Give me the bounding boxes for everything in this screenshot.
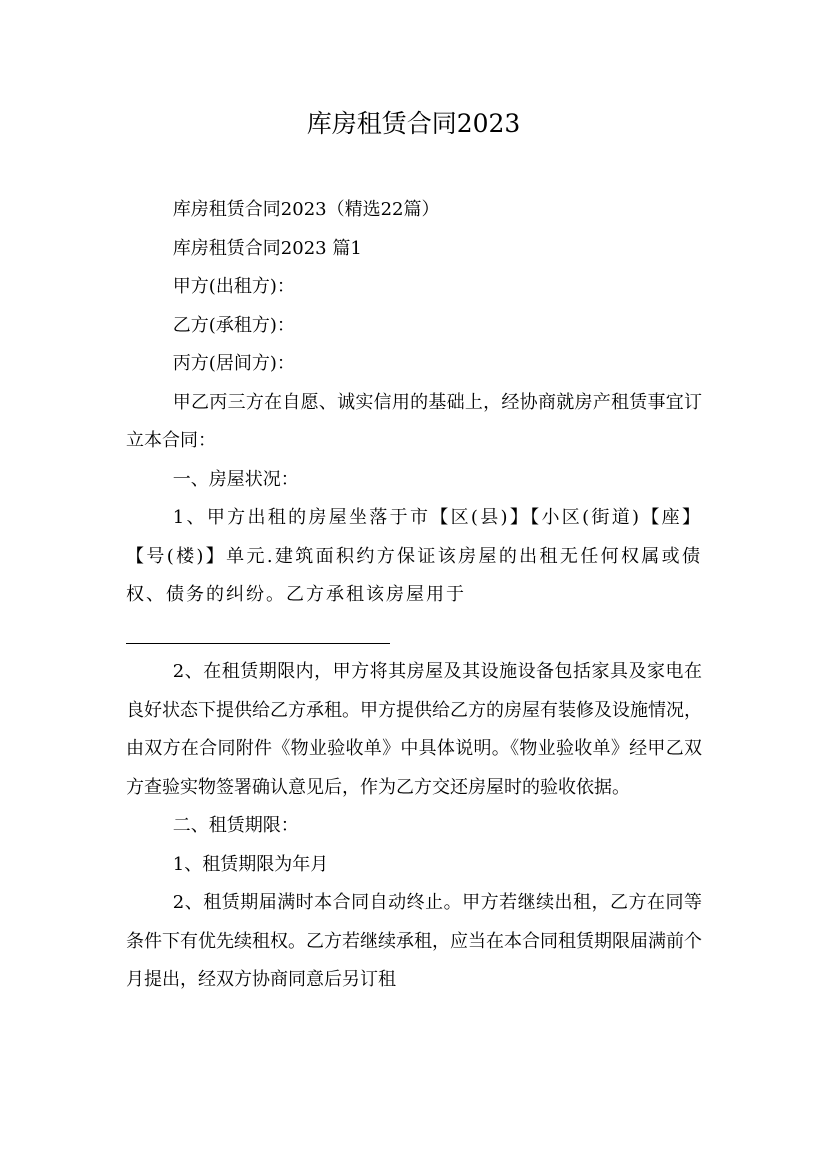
paragraph-term-renewal: 2、租赁期届满时本合同自动终止。甲方若继续出租，乙方在同等条件下有优先续租权。乙方若继续承租，应当在本合同租赁期限届满前个月提出，经双方协商同意后另订租: [126, 892, 702, 990]
document-body: [126, 191, 702, 1000]
paragraph-party-c: 丙方(居间方)：: [172, 353, 295, 374]
paragraph-party-b: 乙方(承租方)：: [172, 314, 295, 336]
document-title: 库房租赁合同2023: [306, 109, 521, 138]
paragraph-party-a: 甲方(出租方)：: [172, 276, 295, 297]
paragraph-furnishings: 2、在租赁期限内，甲方将其房屋及其设施设备包括家具及家电在良好状态下提供给乙方承租。甲方提供给乙方的房屋有装修及设施情况，由双方在合同附件《物业验收单》中具体说明。《物业验收单》经甲乙双方查验实物签署确认意见后，作为乙方交还房屋时的验收依据。: [126, 661, 702, 798]
paragraph-property-location: 1、甲方出租的房屋坐落于市【区(县)】【小区(街道)【座】【号(楼)】单元.建筑面积约方保证该房屋的出租无任何权属或债权、债务的纠纷。乙方承租该房屋用于: [126, 507, 702, 605]
paragraph-preamble: 甲乙丙三方在自愿、诚实信用的基础上，经协商就房产租赁事宜订立本合同：: [126, 391, 702, 451]
fill-in-blank-line: [126, 643, 390, 644]
paragraph-section-heading: 库房租赁合同2023 篇1: [172, 237, 362, 259]
fill-in-blank-row: [126, 615, 702, 654]
paragraph-heading-property: 一、房屋状况：: [172, 468, 299, 490]
paragraph-subtitle: 库房租赁合同2023（精选22篇）: [172, 199, 440, 220]
paragraph-term-length: 1、租赁期限为年月: [172, 853, 329, 875]
paragraph-heading-term: 二、租赁期限：: [172, 815, 299, 836]
